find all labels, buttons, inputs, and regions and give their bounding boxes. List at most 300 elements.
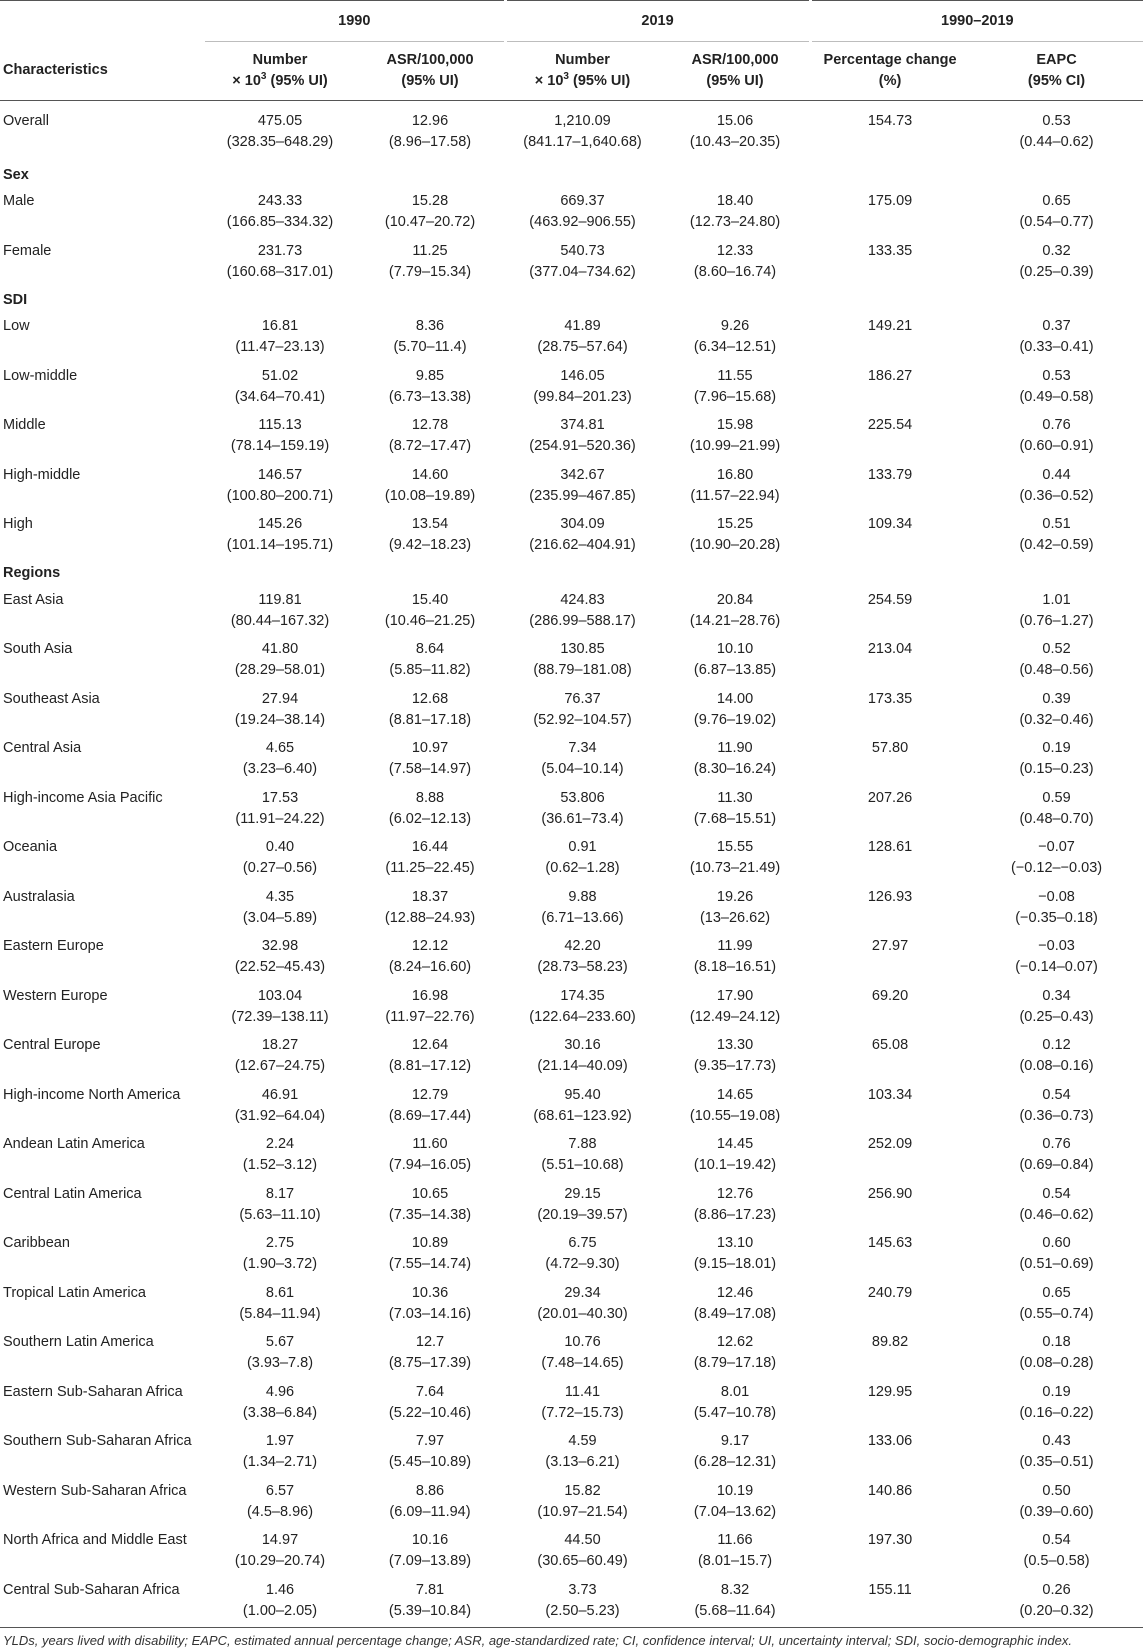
cell-value: 342.67 [560, 466, 605, 483]
cell-percentage-change [810, 785, 970, 835]
cell-asr-2019 [660, 1428, 810, 1478]
cell-value: −0.07 [1038, 839, 1075, 855]
cell-asr-2019 [660, 1527, 810, 1577]
cell-value: 18.37 [411, 888, 449, 905]
table-row [0, 884, 1143, 934]
cell-interval: (7.55–14.74) [388, 1256, 472, 1272]
cell-asr-1990 [355, 735, 505, 785]
cell-number-1990 [205, 1428, 355, 1478]
cell-value: 1.01 [1042, 591, 1071, 608]
cell-number-1990 [205, 686, 355, 736]
cell-interval: (0.54–0.77) [1019, 214, 1094, 230]
cell-interval: (3.23–6.40) [242, 761, 318, 777]
cell-eapc [970, 1428, 1143, 1478]
cell-interval: (8.81–17.18) [388, 711, 472, 728]
cell-value: 8.88 [415, 789, 445, 806]
cell-value: 475.05 [257, 113, 303, 129]
cell-asr-1990 [355, 188, 505, 238]
table-row [0, 1577, 1143, 1628]
cell-value: 8.01 [720, 1383, 750, 1400]
cell-value: 16.80 [716, 466, 754, 483]
cell-value: 14.00 [716, 690, 754, 707]
cell-value: 197.30 [867, 1532, 913, 1548]
table-row [0, 1379, 1143, 1429]
table-row [0, 188, 1143, 238]
cell-number-2019 [505, 188, 660, 238]
cell-number-1990 [205, 1032, 355, 1082]
cell-interval: (9.15–18.01) [693, 1256, 777, 1272]
cell-value: 12.62 [716, 1334, 754, 1350]
cell-value: 20.84 [716, 591, 754, 608]
cell-interval: (8.49–17.08) [693, 1305, 777, 1322]
row-label: Overall [3, 113, 49, 129]
cell-asr-1990 [355, 511, 505, 561]
header-number-prefix: × 10 [534, 73, 564, 89]
row-label: South Asia [3, 641, 73, 657]
header-pct-unit: (%) [878, 73, 902, 89]
table-footnote: YLDs, years lived with disability; EAPC, estimated annual percentage change; ASR, age-standardized rate; CI, confidence interval; UI, uncertainty interval; SDI, socio-demographic index. [3, 1632, 1072, 1648]
cell-interval: (7.48–14.65) [541, 1355, 624, 1371]
row-label: North Africa and Middle East [3, 1532, 187, 1548]
cell-interval: (0.25–0.43) [1019, 1008, 1094, 1025]
cell-interval: (30.65–60.49) [537, 1553, 628, 1569]
cell-value: 4.59 [568, 1433, 597, 1449]
cell-eapc [970, 462, 1143, 512]
cell-percentage-change [810, 686, 970, 736]
cell-value: 10.76 [564, 1334, 601, 1350]
cell-interval: (8.01–15.7) [697, 1553, 773, 1569]
cell-interval: (11.97–22.76) [385, 1008, 475, 1025]
cell-asr-2019 [660, 587, 810, 637]
cell-number-1990 [205, 1230, 355, 1280]
cell-interval: (6.02–12.13) [388, 810, 472, 827]
cell-asr-1990 [355, 1230, 505, 1280]
cell-interval: (8.18–16.51) [693, 959, 777, 975]
header-eapc-ci: (95% CI) [1027, 73, 1086, 89]
cell-value: 12.46 [716, 1284, 754, 1301]
cell-value: 0.32 [1042, 242, 1071, 259]
cell-value: 154.73 [867, 113, 913, 129]
cell-value: 13.54 [411, 516, 449, 532]
cell-asr-1990 [355, 636, 505, 686]
table-row [0, 511, 1143, 561]
cell-interval: (10.55–19.08) [689, 1107, 781, 1124]
table-row [0, 101, 1143, 163]
cell-interval: (9.35–17.73) [693, 1058, 777, 1074]
cell-asr-1990 [355, 1428, 505, 1478]
cell-value: 8.36 [415, 318, 445, 334]
cell-interval: (0.55–0.74) [1019, 1305, 1094, 1322]
cell-number-2019 [505, 462, 660, 512]
cell-interval: (8.96–17.58) [388, 134, 472, 150]
row-label: Western Sub-Saharan Africa [3, 1482, 187, 1499]
cell-value: 14.97 [261, 1532, 299, 1548]
cell-asr-2019 [660, 686, 810, 736]
cell-percentage-change [810, 412, 970, 462]
row-label: Southern Sub-Saharan Africa [3, 1433, 192, 1449]
cell-interval: (9.42–18.23) [388, 537, 472, 553]
cell-value: 14.60 [411, 466, 449, 483]
table-row [0, 834, 1143, 884]
table-row [0, 462, 1143, 512]
cell-interval: (101.14–195.71) [226, 537, 334, 553]
cell-eapc [970, 1131, 1143, 1181]
cell-percentage-change [810, 1577, 970, 1628]
cell-interval: (2.50–5.23) [545, 1602, 620, 1619]
cell-asr-1990 [355, 587, 505, 637]
cell-eapc [970, 735, 1143, 785]
cell-asr-1990 [355, 1478, 505, 1528]
cell-value: 7.34 [568, 740, 597, 756]
cell-interval: (0.08–0.16) [1019, 1058, 1094, 1074]
cell-asr-2019 [660, 1577, 810, 1628]
cell-value: 57.80 [871, 740, 909, 756]
cell-value: 16.44 [411, 839, 449, 855]
cell-interval: (78.14–159.19) [230, 438, 330, 454]
header-number-suffix: (95% UI) [266, 73, 328, 89]
cell-value: 0.19 [1042, 740, 1071, 756]
cell-value: 17.53 [261, 789, 299, 806]
cell-value: 140.86 [867, 1482, 913, 1499]
cell-percentage-change [810, 1230, 970, 1280]
cell-asr-2019 [660, 933, 810, 983]
cell-interval: (28.75–57.64) [537, 339, 628, 355]
cell-value: 7.97 [415, 1433, 445, 1449]
row-label: Tropical Latin America [3, 1284, 146, 1301]
row-label: High-income North America [3, 1086, 181, 1103]
cell-interval: (5.85–11.82) [389, 662, 471, 678]
cell-value: 10.10 [716, 641, 754, 657]
header-number-label: Number [555, 52, 610, 68]
cell-interval: (10.73–21.49) [689, 860, 781, 876]
cell-interval: (0.44–0.62) [1019, 134, 1094, 150]
cell-value: 0.65 [1042, 193, 1071, 209]
cell-interval: (8.24–16.60) [388, 959, 472, 975]
row-label: High-middle [3, 466, 81, 483]
cell-interval: (5.47–10.78) [693, 1404, 777, 1421]
cell-value: 1.97 [265, 1433, 295, 1449]
cell-eapc [970, 511, 1143, 561]
cell-value: 12.96 [411, 113, 449, 129]
cell-value: 9.26 [720, 318, 750, 334]
cell-value: 254.59 [867, 591, 913, 608]
header-period-row [0, 1, 1143, 42]
cell-interval: (10.08–19.89) [384, 487, 476, 504]
cell-interval: (0.25–0.39) [1019, 263, 1094, 280]
cell-value: 12.79 [411, 1086, 449, 1103]
cell-value: 12.68 [411, 690, 449, 707]
cell-value: 95.40 [564, 1086, 601, 1103]
cell-asr-1990 [355, 412, 505, 462]
cell-interval: (5.51–10.68) [541, 1157, 624, 1173]
row-label: Southern Latin America [3, 1334, 154, 1350]
cell-interval: (10.43–20.35) [689, 134, 781, 150]
cell-value: 0.76 [1042, 417, 1071, 433]
cell-interval: (3.04–5.89) [242, 909, 318, 926]
cell-asr-2019 [660, 188, 810, 238]
cell-value: 0.37 [1042, 318, 1071, 334]
cell-percentage-change [810, 1478, 970, 1528]
row-label: Australasia [3, 888, 75, 905]
cell-value: 9.85 [415, 367, 445, 384]
cell-interval: (5.84–11.94) [239, 1305, 321, 1322]
cell-value: 69.20 [871, 987, 909, 1004]
cell-asr-1990 [355, 834, 505, 884]
cell-asr-2019 [660, 983, 810, 1033]
cell-number-1990 [205, 1131, 355, 1181]
cell-eapc [970, 1527, 1143, 1577]
header-asr-label: ASR/100,000 [691, 52, 779, 68]
cell-interval: (4.72–9.30) [545, 1256, 620, 1272]
cell-asr-2019 [660, 1478, 810, 1528]
cell-number-1990 [205, 1082, 355, 1132]
cell-asr-1990 [355, 1577, 505, 1628]
cell-percentage-change [810, 1329, 970, 1379]
cell-value: 0.60 [1042, 1235, 1071, 1251]
header-empty-cell [0, 1, 205, 42]
cell-value: −0.03 [1038, 938, 1075, 954]
cell-eapc [970, 188, 1143, 238]
cell-interval: (0.15–0.23) [1019, 761, 1094, 777]
cell-value: 225.54 [867, 417, 913, 433]
cell-number-2019 [505, 1280, 660, 1330]
cell-asr-2019 [660, 636, 810, 686]
cell-interval: (0.46–0.62) [1019, 1206, 1094, 1223]
cell-number-2019 [505, 1131, 660, 1181]
cell-value: 29.34 [564, 1284, 601, 1301]
cell-asr-1990 [355, 1527, 505, 1577]
cell-value: 109.34 [867, 516, 913, 532]
cell-value: 174.35 [560, 987, 605, 1004]
cell-number-1990 [205, 363, 355, 413]
cell-interval: (4.5–8.96) [246, 1503, 314, 1520]
cell-number-1990 [205, 238, 355, 288]
row-label: Central Asia [3, 740, 82, 756]
header-eapc [970, 42, 1143, 101]
cell-value: 207.26 [867, 789, 913, 806]
cell-asr-1990 [355, 363, 505, 413]
cell-value: 2.24 [265, 1136, 295, 1152]
cell-number-2019 [505, 636, 660, 686]
cell-asr-2019 [660, 313, 810, 363]
cell-number-2019 [505, 884, 660, 934]
cell-value: 13.30 [716, 1037, 754, 1053]
cell-asr-1990 [355, 1329, 505, 1379]
cell-value: 7.64 [415, 1383, 445, 1400]
cell-value: 1,210.09 [554, 113, 611, 129]
cell-value: 0.59 [1042, 789, 1071, 806]
cell-eapc [970, 363, 1143, 413]
cell-value: 8.86 [415, 1482, 445, 1499]
cell-interval: (7.79–15.34) [388, 263, 472, 280]
cell-value: 146.57 [257, 466, 303, 483]
cell-interval: (0.76–1.27) [1019, 612, 1094, 629]
cell-value: 12.33 [716, 242, 754, 259]
table-row [0, 1181, 1143, 1231]
cell-value: 6.57 [265, 1482, 295, 1499]
cell-value: 11.60 [412, 1136, 448, 1152]
cell-asr-1990 [355, 983, 505, 1033]
cell-value: 18.27 [261, 1037, 299, 1053]
header-number-sup: 3 [563, 71, 569, 83]
cell-value: 0.91 [568, 839, 597, 855]
cell-percentage-change [810, 1082, 970, 1132]
row-label: High [3, 516, 33, 532]
cell-asr-2019 [660, 735, 810, 785]
cell-eapc [970, 884, 1143, 934]
cell-asr-1990 [355, 238, 505, 288]
cell-value: 15.98 [716, 417, 754, 433]
cell-number-2019 [505, 686, 660, 736]
header-number-suffix: (95% UI) [568, 73, 631, 89]
cell-number-1990 [205, 884, 355, 934]
cell-number-1990 [205, 983, 355, 1033]
row-label: Low-middle [3, 367, 78, 384]
cell-value: 126.93 [867, 888, 913, 905]
cell-value: 53.806 [560, 789, 605, 806]
cell-value: 8.64 [415, 641, 445, 657]
cell-interval: (7.94–16.05) [388, 1157, 472, 1173]
row-label: Eastern Europe [3, 938, 104, 954]
header-percentage-change [810, 42, 970, 101]
row-label: Female [3, 242, 52, 259]
cell-value: 44.50 [564, 1532, 601, 1548]
cell-percentage-change [810, 1131, 970, 1181]
row-label: East Asia [3, 591, 64, 608]
cell-interval: (12.88–24.93) [384, 909, 476, 926]
cell-interval: (841.17–1,640.68) [523, 134, 642, 150]
cell-number-2019 [505, 735, 660, 785]
header-number-prefix: × 10 [232, 73, 261, 89]
cell-eapc [970, 101, 1143, 163]
cell-eapc [970, 1577, 1143, 1628]
cell-value: 149.21 [867, 318, 913, 334]
cell-value: 252.09 [867, 1136, 913, 1152]
cell-interval: (3.13–6.21) [545, 1454, 620, 1470]
cell-asr-2019 [660, 785, 810, 835]
cell-value: 5.67 [265, 1334, 295, 1350]
cell-value: 240.79 [867, 1284, 913, 1301]
cell-percentage-change [810, 101, 970, 163]
cell-value: 175.09 [867, 193, 913, 209]
cell-interval: (7.04–13.62) [693, 1503, 777, 1520]
cell-value: 146.05 [560, 367, 605, 384]
cell-interval: (0.33–0.41) [1019, 339, 1094, 355]
cell-number-1990 [205, 735, 355, 785]
cell-value: 103.34 [867, 1086, 913, 1103]
table-row [0, 1478, 1143, 1528]
cell-value: 133.79 [867, 466, 913, 483]
cell-eapc [970, 1181, 1143, 1231]
row-label: High-income Asia Pacific [3, 789, 163, 806]
cell-asr-1990 [355, 101, 505, 163]
cell-value: 11.41 [564, 1383, 601, 1400]
table-row [0, 1082, 1143, 1132]
cell-value: 540.73 [560, 242, 605, 259]
cell-interval: (80.44–167.32) [230, 612, 330, 629]
cell-value: 0.18 [1042, 1334, 1071, 1350]
cell-interval: (0.27–0.56) [242, 860, 318, 876]
row-label: Western Europe [3, 987, 108, 1004]
cell-eapc [970, 1478, 1143, 1528]
cell-interval: (11.91–24.22) [235, 810, 325, 827]
cell-value: 9.17 [720, 1433, 750, 1449]
cell-percentage-change [810, 1428, 970, 1478]
cell-asr-2019 [660, 1329, 810, 1379]
table-row [0, 1230, 1143, 1280]
cell-interval: (10.90–20.28) [689, 537, 781, 553]
cell-interval: (0.36–0.52) [1019, 487, 1094, 504]
cell-eapc [970, 1032, 1143, 1082]
cell-interval: (6.34–12.51) [693, 339, 777, 355]
cell-value: 11.99 [717, 938, 753, 954]
cell-value: 0.54 [1042, 1185, 1071, 1202]
cell-interval: (20.01–40.30) [537, 1305, 628, 1322]
cell-asr-2019 [660, 884, 810, 934]
cell-interval: (3.93–7.8) [246, 1355, 314, 1371]
cell-interval: (7.58–14.97) [388, 761, 472, 777]
table-row [0, 1280, 1143, 1330]
cell-interval: (68.61–123.92) [533, 1107, 632, 1124]
cell-interval: (216.62–404.91) [529, 537, 636, 553]
cell-interval: (10.46–21.25) [384, 612, 476, 629]
cell-interval: (10.1–19.42) [693, 1157, 777, 1173]
cell-interval: (160.68–317.01) [226, 263, 334, 280]
section-title: Regions [3, 565, 61, 581]
cell-number-2019 [505, 1181, 660, 1231]
cell-eapc [970, 834, 1143, 884]
cell-interval: (0.51–0.69) [1019, 1256, 1094, 1272]
cell-interval: (286.99–588.17) [529, 612, 636, 629]
cell-number-2019 [505, 313, 660, 363]
cell-value: 11.66 [717, 1532, 753, 1548]
header-asr-ui: (95% UI) [401, 73, 459, 89]
cell-percentage-change [810, 188, 970, 238]
cell-asr-2019 [660, 1379, 810, 1429]
cell-number-1990 [205, 587, 355, 637]
cell-asr-2019 [660, 363, 810, 413]
cell-value: 12.78 [411, 417, 449, 433]
cell-value: 145.26 [257, 516, 303, 532]
cell-interval: (19.24–38.14) [234, 711, 326, 728]
cell-value: 0.51 [1042, 516, 1071, 532]
cell-interval: (0.48–0.70) [1019, 810, 1094, 827]
cell-number-2019 [505, 238, 660, 288]
cell-eapc [970, 412, 1143, 462]
table-row [0, 1032, 1143, 1082]
cell-value: 27.97 [871, 938, 909, 954]
cell-interval: (34.64–70.41) [234, 388, 326, 405]
cell-interval: (10.97–21.54) [537, 1503, 628, 1520]
cell-asr-1990 [355, 884, 505, 934]
table-row [0, 238, 1143, 288]
cell-value: 115.13 [258, 417, 302, 433]
cell-asr-1990 [355, 1280, 505, 1330]
cell-interval: (0.39–0.60) [1019, 1503, 1094, 1520]
cell-interval: (377.04–734.62) [529, 263, 636, 280]
section-title: Sex [3, 166, 29, 183]
cell-value: 15.28 [411, 193, 449, 209]
header-period-2019: 2019 [505, 1, 810, 42]
cell-value: 11.55 [717, 367, 753, 384]
table-row [0, 933, 1143, 983]
cell-interval: (3.38–6.84) [242, 1404, 318, 1421]
cell-interval: (5.63–11.10) [239, 1206, 321, 1223]
cell-asr-1990 [355, 1032, 505, 1082]
table-row [0, 1428, 1143, 1478]
cell-number-2019 [505, 933, 660, 983]
cell-value: 103.04 [257, 987, 303, 1004]
